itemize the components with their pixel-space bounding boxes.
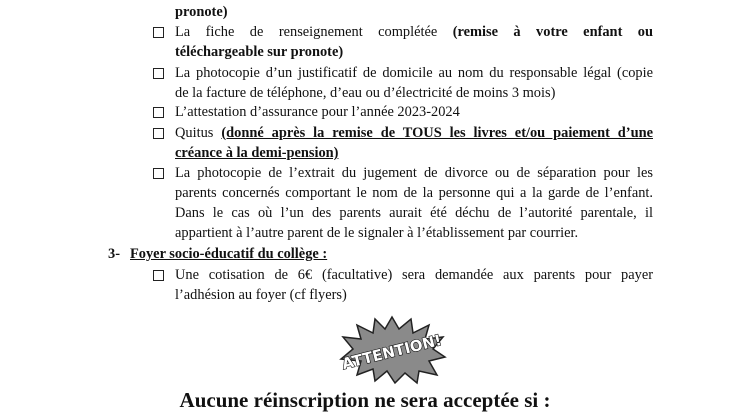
item-divorce-line1: La photocopie de l’extrait du jugement de divorce ou de séparation pour les — [175, 165, 653, 181]
checkbox-divorce — [153, 168, 164, 179]
item-divorce-line3: Dans le cas où l’un des parents aurait été déchu de l’autorité parentale, il — [175, 205, 653, 221]
item-cotisation-line1: Une cotisation de 6€ (facultative) sera demandée aux parents pour payer — [175, 267, 653, 283]
headline: Aucune réinscription ne sera acceptée si : — [179, 388, 551, 412]
checkbox-cotisation — [153, 270, 164, 281]
item-assurance: L’attestation d’assurance pour l’année 2023-2024 — [175, 104, 460, 120]
checkbox-domicile — [153, 68, 164, 79]
checkbox-quitus — [153, 128, 164, 139]
item-quitus-line1: Quitus (donné après la remise de TOUS les livres et/ou paiement d’une — [175, 125, 653, 141]
item-domicile-line2: de la facture de téléphone, d’eau ou d’électricité de moins 3 mois) — [175, 85, 556, 101]
attention-burst-icon — [337, 315, 447, 385]
section-title: Foyer socio-éducatif du collège : — [130, 246, 328, 262]
item-fiche-line1: La fiche de renseignement complétée (remise à votre enfant ou — [175, 24, 653, 40]
checkbox-fiche — [153, 27, 164, 38]
item-divorce-line2: parents concernés comportant le nom de la personne qui a la garde de l’enfant. — [175, 185, 653, 201]
item-domicile-line1: La photocopie d’un justificatif de domicile au nom du responsable légal (copie — [175, 65, 653, 81]
item-quitus-line2: créance à la demi-pension) — [175, 145, 339, 161]
attention-label: ATTENTION! — [340, 330, 444, 374]
item-divorce-line4: appartient à l’autre parent de le signaler à l’établissement par courrier. — [175, 225, 579, 241]
item-cotisation-line2: l’adhésion au foyer (cf flyers) — [175, 287, 347, 303]
checkbox-assurance — [153, 107, 164, 118]
item-fiche-line2: téléchargeable sur pronote) — [175, 44, 344, 60]
pronote-fragment: pronote) — [175, 4, 228, 20]
section-number: 3- — [108, 246, 120, 262]
